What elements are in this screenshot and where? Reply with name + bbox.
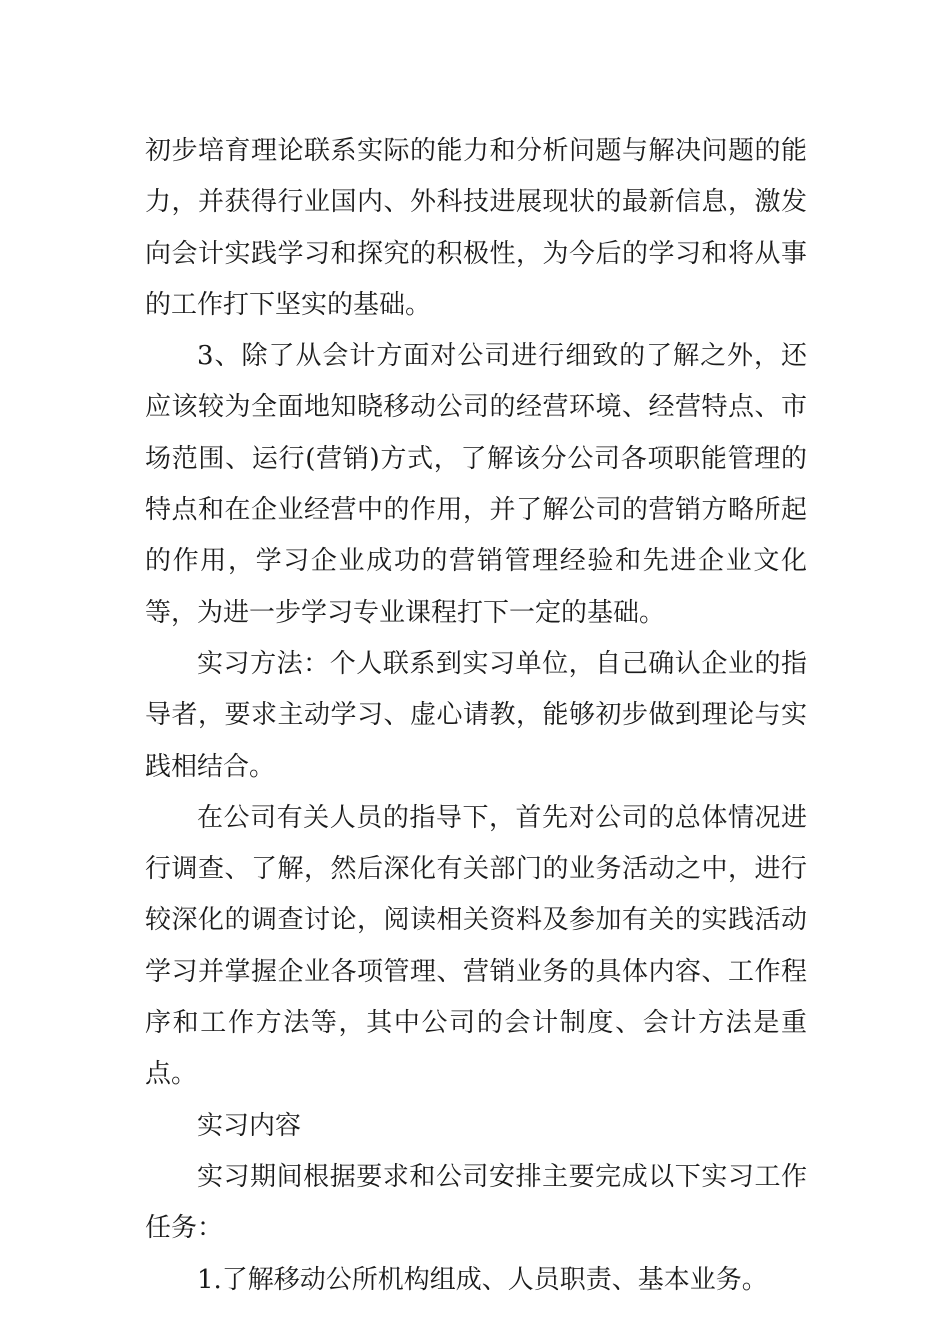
paragraph-point-3: 3、除了从会计方面对公司进行细致的了解之外，还应该较为全面地知晓移动公司的经营环境、经营特点、市场范围、运行(营销)方式，了解该分公司各项职能管理的特点和在企业经营中的作用，并了解公司的营销方略所起的作用，学习企业成功的营销管理经验和先进企业文化等，为进一步学习专业课程打下一定的基础。 <box>145 341 807 628</box>
section-heading-internship-content: 实习内容 <box>197 1110 302 1141</box>
paragraph-continuation: 初步培育理论联系实际的能力和分析问题与解决问题的能力，并获得行业国内、外科技进展现状的最新信息，激发向会计实践学习和探究的积极性，为今后的学习和将从事的工作打下坚实的基础。 <box>145 136 807 320</box>
paragraph-task-intro: 实习期间根据要求和公司安排主要完成以下实习工作任务： <box>145 1161 807 1244</box>
paragraph-guidance: 在公司有关人员的指导下，首先对公司的总体情况进行调查、了解，然后深化有关部门的业务活动之中，进行较深化的调查讨论，阅读相关资料及参加有关的实践活动学习并掌握企业各项管理、营销业务的具体内容、工作程序和工作方法等，其中公司的会计制度、会计方法是重点。 <box>145 802 807 1090</box>
paragraph-internship-method: 实习方法：个人联系到实习单位，自己确认企业的指导者，要求主动学习、虚心请教，能够初步做到理论与实践相结合。 <box>145 648 807 782</box>
document-body <box>145 126 807 1306</box>
list-item-task-1: 1.了解移动公所机构组成、人员职责、基本业务。 <box>197 1264 768 1295</box>
